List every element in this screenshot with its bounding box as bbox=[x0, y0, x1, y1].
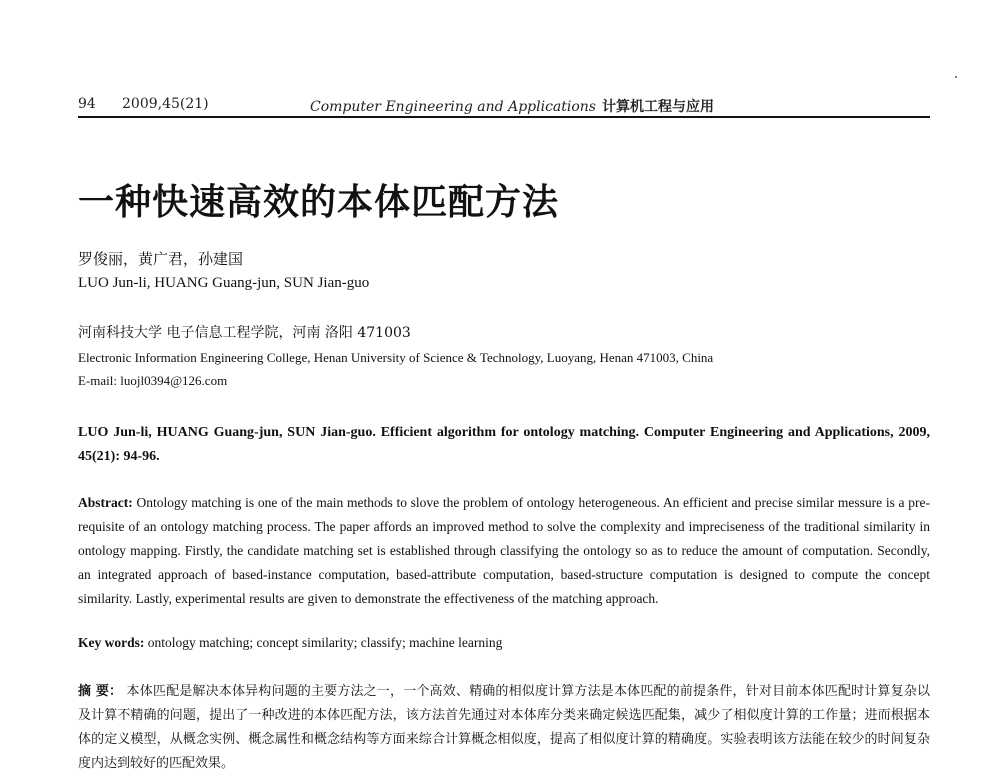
abstract-cn-label: 摘 要： bbox=[78, 684, 123, 699]
abstract-en bbox=[78, 491, 930, 611]
paper-title: 一种快速高效的本体匹配方法 bbox=[78, 181, 560, 223]
affiliation-cn: 河南科技大学 电子信息工程学院，河南 洛阳 471003 bbox=[78, 325, 411, 341]
authors-en: LUO Jun-li, HUANG Guang-jun, SUN Jian-guo bbox=[78, 275, 370, 291]
abstract-cn bbox=[78, 680, 930, 776]
journal-name-en: Computer Engineering and Applications bbox=[310, 99, 596, 115]
header-rule bbox=[78, 116, 930, 118]
abstract-text: Ontology matching is one of the main methods to slove the problem of ontology heterogeneous. An efficient and precise similar messure is a pre-requisite of an ontology matching process. The paper affords an improved method to solve the complexity and impreciseness of the traditional similarity in ontology mapping. Firstly, the candidate matching set is established through classifying the ontology so as to reduce the amount of computation. Secondly, an integrated approach of based-instance computation, based-attribute computation, based-structure computation is designed to compute the concept similarity. Lastly, experimental results are given to demonstrate the effectiveness of the matching approach. bbox=[78, 495, 930, 606]
keywords-label: Key words: bbox=[78, 635, 145, 650]
journal-name bbox=[310, 96, 714, 116]
journal-name-cn: 计算机工程与应用 bbox=[602, 99, 714, 115]
keywords-en bbox=[78, 635, 502, 651]
authors-cn: 罗俊丽，黄广君，孙建国 bbox=[78, 250, 244, 268]
abstract-cn-text: 本体匹配是解决本体异构问题的主要方法之一，一个高效、精确的相似度计算方法是本体匹配的前提条件，针对目前本体匹配时计算复杂以及计算不精确的问题，提出了一种改进的本体匹配方法，该方法首先通过对本体库分类来确定候选匹配集，减少了相似度计算的工作量；进而根据本体的定义模型，从概念实例、概念属性和概念结构等方面来综合计算概念相似度，提高了相似度计算的精确度。实验表明该方法能在较少的时间复杂度内达到较好的匹配效果。 bbox=[78, 684, 930, 771]
scan-mark bbox=[955, 76, 957, 78]
issue-info: 2009,45(21) bbox=[122, 96, 209, 112]
page-number: 94 bbox=[78, 96, 96, 112]
affiliation-en: Electronic Information Engineering College, Henan University of Science & Technology, Luoyang, Henan 471003, China bbox=[78, 350, 714, 365]
citation: LUO Jun-li, HUANG Guang-jun, SUN Jian-guo. Efficient algorithm for ontology matching. Computer Engineering and Applications, 2009, 45(21): 94-96. bbox=[78, 425, 930, 464]
author-email: E-mail: luojl0394@126.com bbox=[78, 373, 228, 388]
running-header bbox=[78, 92, 930, 116]
keywords-text: ontology matching; concept similarity; classify; machine learning bbox=[147, 635, 503, 650]
abstract-label: Abstract: bbox=[78, 495, 133, 510]
